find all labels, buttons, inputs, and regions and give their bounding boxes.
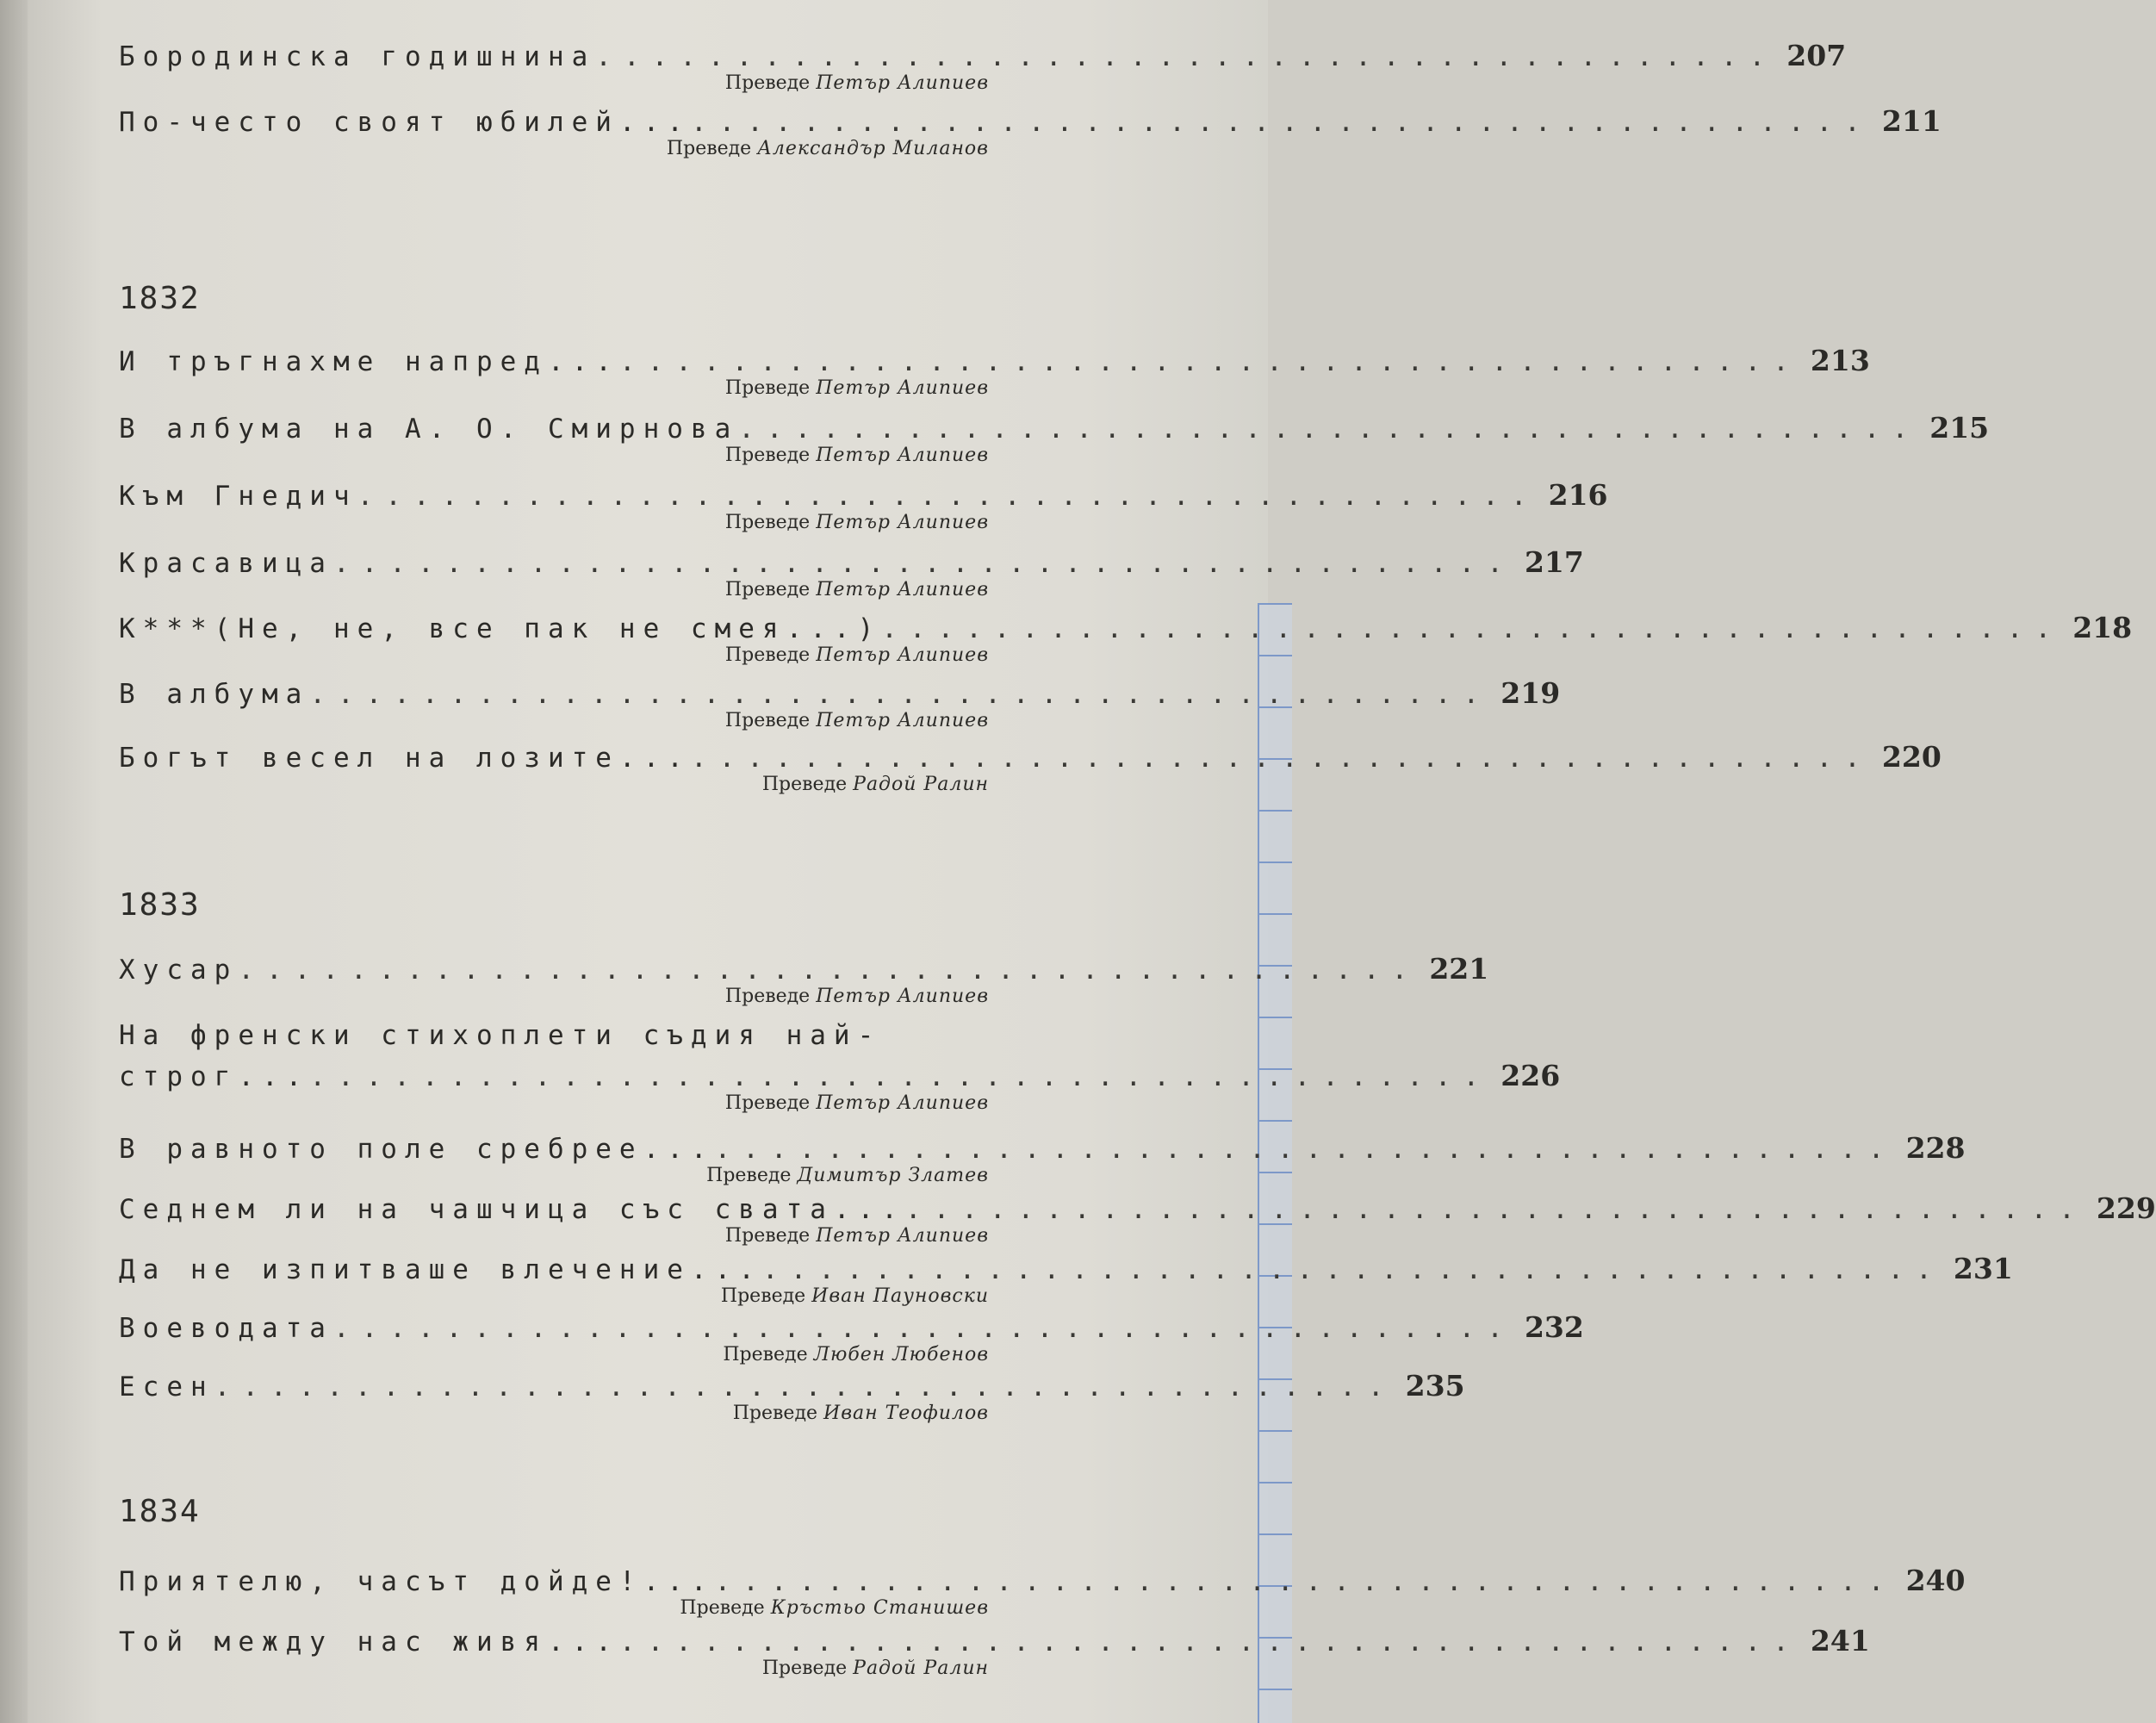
translator-prefix: Преведе xyxy=(724,1225,811,1247)
page-number: 219 xyxy=(1501,676,1561,710)
translator-line xyxy=(725,445,989,466)
translator-prefix: Преведе xyxy=(666,138,752,159)
translator-name: Димитър Златев xyxy=(797,1165,989,1186)
translator-prefix: Преведе xyxy=(724,644,811,666)
entry-title: Красавица xyxy=(119,548,333,579)
translator-prefix: Преведе xyxy=(724,579,811,600)
translator-name: Иван Теофилов xyxy=(823,1403,989,1424)
translator-name: Петър Алипиев xyxy=(816,644,989,666)
toc-entry xyxy=(119,1559,1966,1628)
toc-entry xyxy=(119,672,1561,741)
translator-line xyxy=(725,579,989,600)
translator-line xyxy=(762,1658,989,1679)
translator-name: Петър Алипиев xyxy=(816,445,989,466)
translator-line xyxy=(721,1285,989,1307)
year-heading: 1832 xyxy=(119,281,201,316)
toc-entry xyxy=(119,948,1489,1017)
page-number: 229 xyxy=(2096,1191,2156,1225)
page-number: 220 xyxy=(1881,740,1942,774)
translator-name: Петър Алипиев xyxy=(816,579,989,600)
translator-name: Иван Пауновски xyxy=(811,1285,989,1307)
year-heading: 1833 xyxy=(119,887,201,923)
translator-prefix: Преведе xyxy=(724,445,811,466)
entry-title: Приятелю, часът дойде!... xyxy=(119,1566,715,1597)
year-heading: 1834 xyxy=(119,1494,201,1529)
entry-title: К***(Не, не, все пак не смея...) xyxy=(119,613,882,644)
page-number: 216 xyxy=(1548,478,1608,512)
translator-prefix: Преведе xyxy=(724,377,811,399)
translator-line xyxy=(667,138,989,159)
translator-name: Петър Алипиев xyxy=(816,710,989,731)
leader-dots: .......................................... xyxy=(714,1566,1897,1597)
leader-dots: .......................................... xyxy=(309,679,1492,710)
toc-entry xyxy=(119,100,1942,169)
leader-dots: .......................................... xyxy=(690,107,1873,138)
leader-dots: .......................................... xyxy=(618,1627,1801,1658)
page-number: 207 xyxy=(1786,39,1847,72)
translator-prefix: Преведе xyxy=(724,72,811,94)
entry-title: В равното поле сребрее... xyxy=(119,1134,715,1165)
page-number: 218 xyxy=(2072,611,2133,644)
translator-line xyxy=(725,1225,989,1247)
toc-entry xyxy=(119,606,2133,675)
translator-line xyxy=(725,512,989,533)
leader-dots: .......................................... xyxy=(618,346,1801,377)
toc-entry xyxy=(119,1187,2156,1256)
page-number: 213 xyxy=(1810,344,1870,377)
entry-title: Да не изпитваше влечение... xyxy=(119,1254,762,1285)
leader-dots: .......................................... xyxy=(761,1254,1944,1285)
entry-title: Той между нас живя... xyxy=(119,1627,619,1658)
leader-dots: .......................................... xyxy=(595,41,1778,72)
page-number: 232 xyxy=(1524,1310,1584,1344)
translator-line xyxy=(725,72,989,94)
translator-line xyxy=(680,1597,989,1619)
leader-dots: .......................................... xyxy=(881,613,2064,644)
toc-entry xyxy=(119,339,1870,408)
translator-line xyxy=(762,774,989,795)
entry-title: В албума на А. О. Смирнова xyxy=(119,414,739,445)
toc-entry xyxy=(119,541,1584,610)
entry-title: Към Гнедич xyxy=(119,481,357,512)
translator-name: Радой Ралин xyxy=(853,774,989,795)
translator-line xyxy=(733,1403,989,1424)
translator-name: Петър Алипиев xyxy=(816,1092,989,1114)
toc-entry xyxy=(119,1020,1561,1115)
translator-prefix: Преведе xyxy=(724,986,811,1007)
translator-line xyxy=(725,377,989,399)
toc-entry xyxy=(119,474,1608,543)
entry-title: Хусар xyxy=(119,955,239,986)
entry-title: Воеводата xyxy=(119,1313,333,1344)
leader-dots: .......................................... xyxy=(309,1061,1492,1092)
entry-title: Бородинска годишнина xyxy=(119,41,596,72)
translator-prefix: Преведе xyxy=(724,512,811,533)
leader-dots: .......................................... xyxy=(214,1372,1396,1403)
translator-prefix: Преведе xyxy=(680,1597,765,1619)
translator-name: Александър Миланов xyxy=(757,138,989,159)
translator-prefix: Преведе xyxy=(724,1092,811,1114)
entry-title: И тръгнахме напред... xyxy=(119,346,619,377)
toc-entry xyxy=(119,736,1942,805)
translator-prefix: Преведе xyxy=(724,710,811,731)
toc-entry xyxy=(119,34,1847,103)
translator-prefix: Преведе xyxy=(761,1658,848,1679)
translator-line xyxy=(725,710,989,731)
page-number: 221 xyxy=(1429,952,1489,986)
leader-dots: .......................................... xyxy=(904,1194,2087,1225)
translator-name: Радой Ралин xyxy=(853,1658,989,1679)
page-number: 240 xyxy=(1905,1564,1966,1597)
translator-line xyxy=(723,1344,989,1365)
leader-dots: .......................................... xyxy=(690,743,1873,774)
entry-title: В албума xyxy=(119,679,310,710)
page-number: 211 xyxy=(1881,104,1942,138)
leader-dots: .......................................... xyxy=(357,481,1539,512)
leader-dots: .......................................... xyxy=(738,414,1921,445)
translator-name: Петър Алипиев xyxy=(816,72,989,94)
leader-dots: .......................................... xyxy=(332,548,1515,579)
toc-entry xyxy=(119,1127,1966,1196)
translator-line xyxy=(725,986,989,1007)
translator-line xyxy=(706,1165,989,1186)
leader-dots: .......................................... xyxy=(714,1134,1897,1165)
leader-dots: .......................................... xyxy=(332,1313,1515,1344)
translator-prefix: Преведе xyxy=(720,1285,806,1307)
entry-title: Есен xyxy=(119,1372,214,1403)
translator-prefix: Преведе xyxy=(732,1403,818,1424)
entry-title-line1: На френски стихоплети съдия най- xyxy=(119,1020,882,1051)
page-number: 228 xyxy=(1905,1131,1966,1165)
page-number: 241 xyxy=(1810,1624,1870,1658)
toc-entry xyxy=(119,407,1990,476)
translator-name: Петър Алипиев xyxy=(816,512,989,533)
translator-line xyxy=(725,1092,989,1114)
translator-name: Кръстьо Станишев xyxy=(770,1597,989,1619)
translator-prefix: Преведе xyxy=(723,1344,808,1365)
page-number: 231 xyxy=(1953,1252,2013,1285)
entry-title: Седнем ли на чашчица със свата... xyxy=(119,1194,905,1225)
toc-entry xyxy=(119,1365,1465,1434)
translator-prefix: Преведе xyxy=(706,1165,792,1186)
page-number: 215 xyxy=(1929,411,1990,445)
toc-entry xyxy=(119,1620,1870,1689)
entry-title: По-често своят юбилей... xyxy=(119,107,691,138)
page-number: 226 xyxy=(1501,1059,1561,1092)
page-number: 235 xyxy=(1405,1369,1465,1403)
entry-title: Богът весел на лозите... xyxy=(119,743,691,774)
translator-prefix: Преведе xyxy=(761,774,848,795)
translator-name: Петър Алипиев xyxy=(816,986,989,1007)
translator-name: Петър Алипиев xyxy=(816,1225,989,1247)
entry-title: строг... xyxy=(119,1061,310,1092)
translator-line xyxy=(725,644,989,666)
translator-name: Петър Алипиев xyxy=(816,377,989,399)
leader-dots: .......................................... xyxy=(238,955,1420,986)
translator-name: Любен Любенов xyxy=(813,1344,989,1365)
page-number: 217 xyxy=(1524,545,1584,579)
